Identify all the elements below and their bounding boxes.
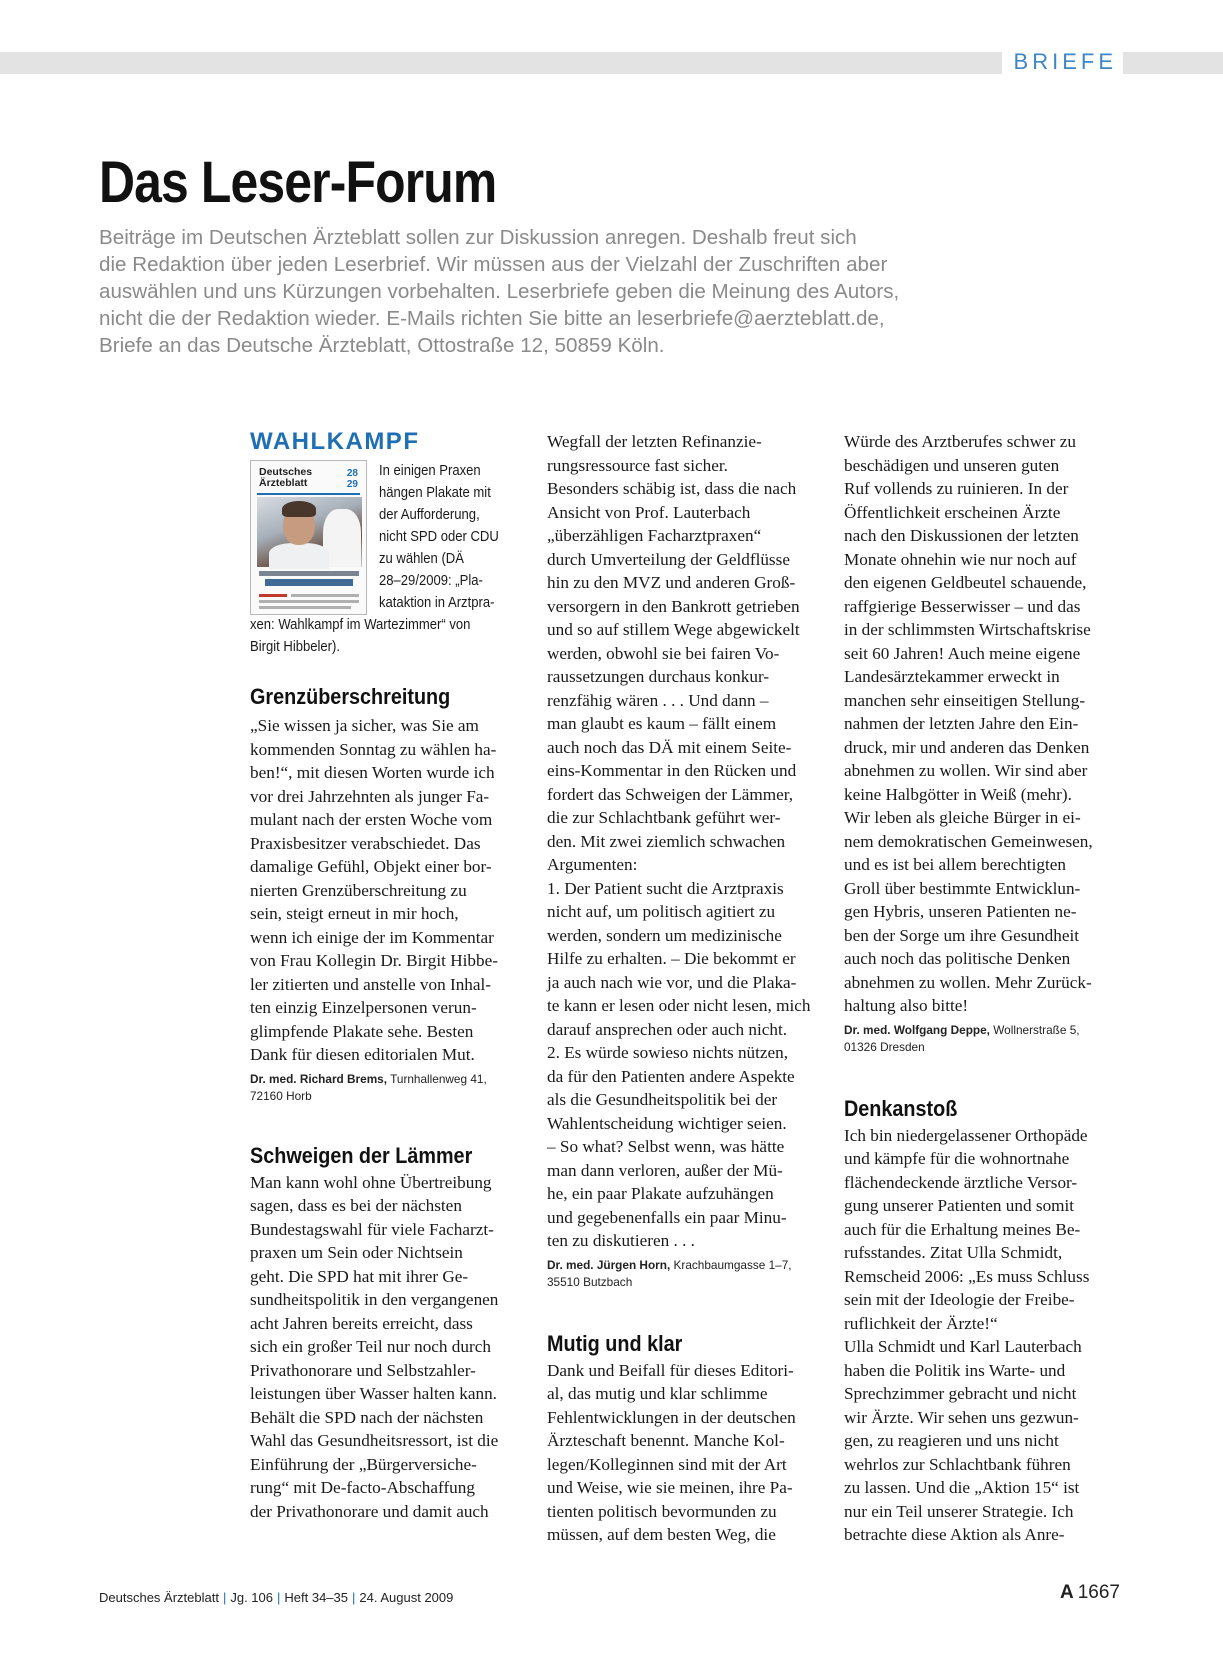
letter-body: Man kann wohl ohne Übertreibung sagen, dass es bei der nächsten Bundestagswahl für viele Facharzt- praxen um Sein oder Nichtsein geht. Die SPD hat mit ihrer Ge- sundheitspolitik in den vergangenen acht Jahren bereits erreicht, dass sich ein großer Teil nur noch durch Privathonorare und Selbstzahler- leistungen über Wasser halten kann. Behält die SPD nach der nächsten Wahl das Gesundheitsressort, ist die Einführung der „Bürgerversiche- rung“ mit De-facto-Abschaffung der Privathonorare und damit auch bbox=[250, 1172, 499, 1521]
page-prefix: A bbox=[1059, 1582, 1074, 1603]
cover-headline-bar bbox=[259, 571, 359, 576]
letter-body: „Sie wissen ja sicher, was Sie am kommenden Sonntag zu wählen ha- ben!“, mit diesen Worten wurde ich vor drei Jahrzehnten als junger Fa- mulant nach der ersten Woche vom Praxisbesitzer verabschiedet. Das damalige Gefühl, Objekt einer bor- nierten Grenzüberschreitung zu sein, steigt erneut in mir hoch, wenn ich einige der im Kommentar von Frau Kollegin Dr. Birgit Hibbe- ler zitierten und anstelle von Inhal- ten einzig Einzelpersonen verun- glimpfende Plakate sehe. Besten Dank für diesen editorialen Mut. bbox=[250, 716, 498, 1064]
footer-separator: | bbox=[352, 1590, 356, 1605]
cover-rule bbox=[257, 493, 360, 495]
letter-signature: Dr. med. Richard Brems, Turnhallenweg 41, 72160 Horb bbox=[250, 1071, 487, 1103]
intro-line: Beiträge im Deutschen Ärzteblatt sollen zur Diskussion anregen. Deshalb freut sich bbox=[99, 226, 857, 249]
cover-photo bbox=[257, 497, 362, 567]
teaser-line: nicht SPD oder CDU bbox=[379, 528, 499, 545]
letter-body: Würde des Arztberufes schwer zu beschädigen und unseren guten Ruf vollends zu ruinieren. In der Öffentlichkeit erscheinen Ärzte nach den Diskussionen der letzten Monate ohnehin wie nur noch auf den eigenen Geldbeutel schauende, raffgierige Besserwisser – und das in der schlimmsten Wirtschaftskrise seit 60 Jahren! Auch meine eigene Landesärztekammer erweckt in manchen sehr einseitigen Stellung- nahmen der letzten Jahre den Ein- druck, mir und anderen das Denken abnehmen zu wollen. Wir sind aber keine Halbgötter in Weiß (mehr). Wir leben als gleiche Bürger in ei- nem demokratischen Gemeinwesen, und es ist bei allem berechtigten Groll über bestimmte Entwicklun- gen Hybris, unseren Patienten ne- ben der Sorge um ihre Gesundheit auch noch das politische Denken abnehmen zu wollen. Mehr Zurück- haltung also bitte! bbox=[844, 432, 1093, 1015]
cover-accent-bar bbox=[259, 594, 287, 597]
topic-kicker: WAHLKAMPF bbox=[250, 428, 420, 455]
teaser-line: 28–29/2009: „Pla- bbox=[379, 572, 483, 589]
intro-line: Briefe an das Deutsche Ärzteblatt, Ottostraße 12, 50859 Köln. bbox=[99, 334, 665, 357]
teaser-line: kataktion in Arztpra- bbox=[379, 594, 495, 611]
footer-date: 24. August 2009 bbox=[359, 1590, 454, 1605]
letter-signature: Dr. med. Wolfgang Deppe, Wollnerstraße 5, 01326 Dresden bbox=[844, 1022, 1080, 1054]
section-label: BRIEFE bbox=[1002, 47, 1123, 77]
letter-body: Wegfall der letzten Refinanzie- rungsressource fast sicher. Besonders schäbig ist, dass die nach Ansicht von Prof. Lauterbach „überzähligen Facharztpraxen“ durch Umverteilung der Geldflüsse hin zu den MVZ und anderen Groß- versorgern in den Bankrott getrieben und so auf stillem Wege abgewickelt werden, obwohl sie bei fairen Vo- raussetzungen durchaus konkur- renzfähig wären . . . Und dann – man glaubt es kaum – fällt einem auch noch das DÄ mit einem Seite- eins-Kommentar in den Rücken und fordert das Schweigen der Lämmer, die zur Schlachtbank geführt wer- den. Mit zwei ziemlich schwachen Argumenten: 1. Der Patient sucht die Arztpraxis nicht auf, um politisch agitiert zu werden, sondern um medizinische Hilfe zu erhalten. – Die bekommt er ja auch nach wie vor, und die Plaka- te kann er lesen oder nicht lesen, mich darauf ansprechen oder auch nicht. 2. Es würde sowieso nichts nützen, da für den Patienten andere Aspekte als die Gesundheitspolitik bei der Wahlentscheidung wichtiger seien. – So what? Selbst wenn, was hätte man dann verloren, außer der Mü- he, ein paar Plakate aufzuhängen und gegebenenfalls ein paar Minu- ten zu diskutieren . . . bbox=[547, 432, 811, 1250]
teaser-line: In einigen Praxen bbox=[379, 462, 481, 479]
teaser bbox=[250, 460, 508, 670]
intro-paragraph bbox=[99, 224, 999, 359]
teaser-line: xen: Wahlkampf im Wartezimmer“ von bbox=[250, 616, 471, 633]
letter-heading: Mutig und klar bbox=[547, 1330, 683, 1356]
footer-issue: Heft 34–35 bbox=[284, 1590, 348, 1605]
footer-journal: Deutsches Ärzteblatt bbox=[99, 1590, 219, 1605]
teaser-line: der Aufforderung, bbox=[379, 506, 480, 523]
page-title: Das Leser-Forum bbox=[99, 150, 497, 215]
intro-line: auswählen und uns Kürzungen vorbehalten. Leserbriefe geben die Meinung des Autors, bbox=[99, 280, 900, 303]
intro-line: die Redaktion über jeden Leserbrief. Wir müssen aus der Vielzahl der Zuschriften aber bbox=[99, 253, 888, 276]
teaser-line: zu wählen (DÄ bbox=[379, 550, 464, 567]
intro-line: nicht die der Redaktion wieder. E-Mails richten Sie bitte an leserbriefe@aerzteblatt.de, bbox=[99, 307, 885, 330]
cover-headline-bar bbox=[265, 579, 353, 586]
column-3 bbox=[844, 430, 1102, 1547]
letter-signature: Dr. med. Jürgen Horn, Krachbaumgasse 1–7, 35510 Butzbach bbox=[547, 1257, 792, 1289]
teaser-line: hängen Plakate mit bbox=[379, 484, 491, 501]
letter-body: Ich bin niedergelassener Orthopäde und kämpfe für die wohnortnahe flächendeckende ärztliche Versor- gung unserer Patienten und somit auch für die Erhaltung meines Be- rufsstandes. Zitat Ulla Schmidt, Remscheid 2006: „Es muss Schluss sein mit der Ideologie der Freibe- ruflichkeit der Ärzte!“ Ulla Schmidt und Karl Lauterbach haben die Politik ins Warte- und Sprechzimmer gebracht und nicht wir Ärzte. Wir sehen uns gezwun- gen, zu reagieren und uns nicht wehrlos zur Schlachtbank führen zu lassen. Und die „Aktion 15“ ist nur ein Teil unserer Strategie. Ich betrachte diese Aktion als Anre- bbox=[844, 1125, 1090, 1544]
page-number-value: 1667 bbox=[1077, 1582, 1120, 1603]
page-footer bbox=[99, 1590, 453, 1605]
letter-body: Dank und Beifall für dieses Editori- al, das mutig und klar schlimme Fehlentwicklungen in der deutschen Ärzteschaft benennt. Manche Kol- legen/Kolleginnen sind mit der Art und Weise, wie sie meinen, ihre Pa- tienten politisch bevormunden zu müssen, auf dem besten Weg, die bbox=[547, 1360, 796, 1544]
cover-brand: Deutsches Ärzteblatt bbox=[259, 466, 313, 489]
magazine-cover-image bbox=[250, 460, 367, 615]
page-number bbox=[1060, 1582, 1120, 1604]
letter-heading: Denkanstoß bbox=[844, 1095, 958, 1121]
column-2 bbox=[547, 430, 811, 1547]
cover-issue-number: 28 29 bbox=[346, 468, 358, 490]
letter-heading: Grenzüberschreitung bbox=[250, 684, 451, 709]
footer-separator: | bbox=[222, 1590, 227, 1605]
letter-heading: Schweigen der Lämmer bbox=[250, 1142, 473, 1168]
teaser-line: Birgit Hibbeler). bbox=[250, 638, 341, 655]
footer-volume: Jg. 106 bbox=[230, 1590, 273, 1605]
column-1 bbox=[250, 430, 508, 1523]
footer-separator: | bbox=[277, 1590, 281, 1605]
